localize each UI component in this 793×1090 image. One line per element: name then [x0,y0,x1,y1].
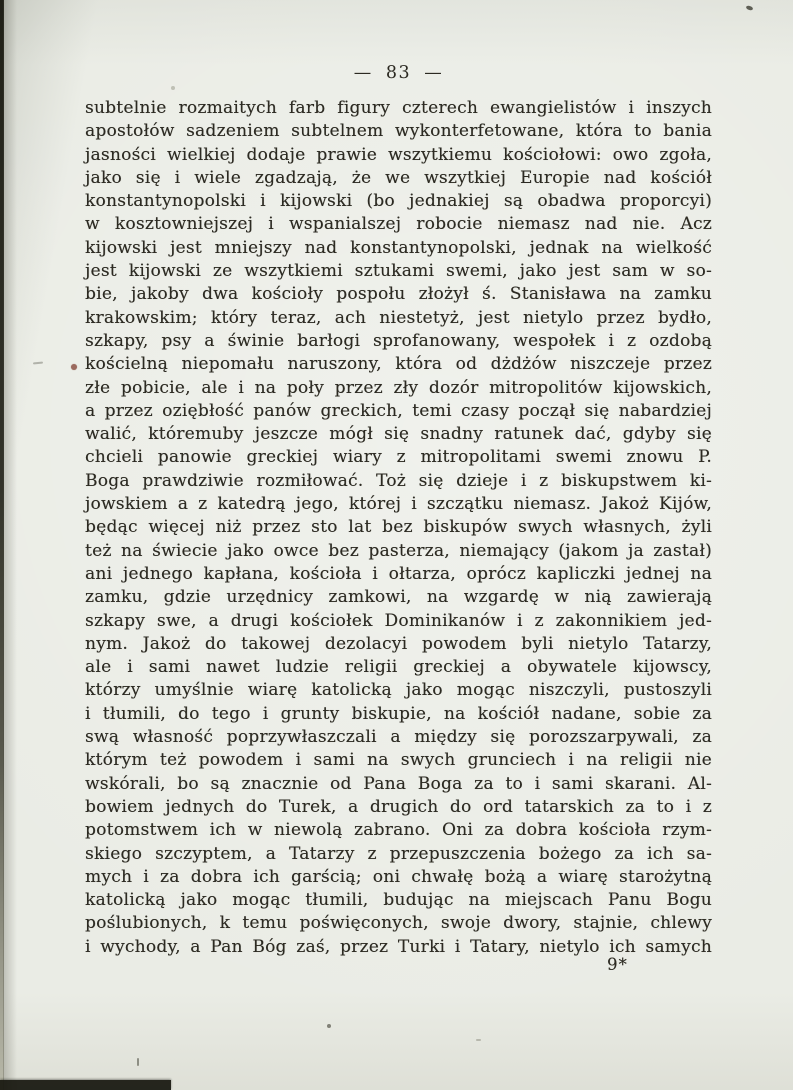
paper-speck [137,1058,139,1066]
text-line: kościelną niepomału naruszony, która od dżdżów niszczeje przez [85,354,712,375]
text-line: chcieli panowie greckiej wiary z mitropolitami swemi znowu P. [85,447,712,468]
text-line: jasności wielkiej dodaje prawie wszytkiemu kościołowi: owo zgoła, [85,144,712,165]
scan-edge-left-shadow [3,0,17,1090]
paper-speck [746,5,754,11]
text-line: nym. Jakoż do takowej dezolacyi powodem byli nietylo Tatarzy, [85,633,712,654]
text-line: będąc więcej niż przez sto lat bez biskupów swych własnych, żyli [85,517,712,538]
text-line: w kosztowniejszej i wspanialszej robocie niemasz nad nie. Acz [85,214,712,235]
text-line: też na świecie jako owce bez pasterza, niemający (jakom ja zastał) [85,540,712,561]
text-line: kijowski jest mniejszy nad konstantynopolski, jednak na wielkość [85,237,712,258]
text-line: mych i za dobra ich garścią; oni chwałę bożą a wiarę starożytną [85,866,712,887]
text-line: złe pobicie, ale i na poły przez zły dozór mitropolitów kijowskich, [85,377,712,398]
text-line: ani jednego kapłana, kościoła i ołtarza, oprócz kapliczki jednej na [85,563,712,584]
margin-dot-mark [71,364,77,370]
text-line: którzy umyślnie wiarę katolicką jako mogąc niszczyli, pustoszyli [85,680,712,701]
text-line: jako się i wiele zgadzają, że we wszytkiej Europie nad kościół [85,167,712,188]
text-line: wskórali, bo są znacznie od Pana Boga za to i sami skarani. Al- [85,773,712,794]
text-line: szkapy, psy a świnie barłogi sprofanowany, wespołek i z ozdobą [85,330,712,351]
text-line: krakowskim; który teraz, ach niestetyż, jest nietylo przez bydło, [85,307,712,328]
text-line: apostołów sadzeniem subtelnem wykonterfetowane, która to bania [85,121,712,142]
text-line: subtelnie rozmaitych farb figury czterech ewangielistów i inszych [85,98,712,118]
text-line: bowiem jednych do Turek, a drugich do ord tatarskich za to i z [85,796,712,817]
page-text [85,97,712,959]
text-line: zamku, gdzie urzędnicy zamkowi, na wzgardę w nią zawierają [85,587,712,608]
scan-edge-bottom [0,1080,171,1090]
margin-dash-mark [33,361,43,364]
text-line: a przez oziębłość panów greckich, temi czasy począł się nabardziej [85,400,712,421]
text-line: katolicką jako mogąc tłumili, budując na miejscach Panu Bogu [85,890,712,911]
text-line: i tłumili, do tego i grunty biskupie, na kościół nadane, sobie za [85,703,712,724]
text-line: którym też powodem i sami na swych grunciech i na religii nie [85,750,712,771]
text-line: skiego szczyptem, a Tatarzy z przepuszczenia bożego za ich sa- [85,843,712,864]
text-line: swą własność poprzywłaszczali a między się porozszarpywali, za [85,727,712,748]
paper-speck [171,86,175,90]
text-line: bie, jakoby dwa kościoły pospołu złożył ś. Stanisława na zamku [85,284,712,305]
paper-speck [327,1024,331,1028]
text-line: i wychody, a Pan Bóg zaś, przez Turki i Tatary, nietylo ich samych [85,936,712,957]
text-line: walić, któremuby jeszcze mógł się snadny ratunek dać, gdyby się [85,424,712,445]
text-line: potomstwem ich w niewolą zabrano. Oni za dobra kościoła rzym- [85,820,712,841]
text-line: Boga prawdziwie rozmiłować. Toż się dzieje i z biskupstwem ki- [85,470,712,491]
text-line: ale i sami nawet ludzie religii greckiej a obywatele kijowscy, [85,657,712,678]
page-number: — 83 — [353,63,444,83]
text-line: jest kijowski ze wszytkiemi sztukami swemi, jako jest sam w so- [85,261,712,282]
text-line: konstantynopolski i kijowski (bo jednakiej są obadwa proporcyi) [85,191,712,212]
text-line: poślubionych, k temu poświęconych, swoje dwory, stajnie, chlewy [85,913,712,934]
text-line: jowskiem a z katedrą jego, której i szczątku niemasz. Jakoż Kijów, [85,494,712,515]
signature-mark: 9* [607,955,628,974]
paper-speck [476,1039,481,1041]
text-line: szkapy swe, a drugi kościołek Dominikanów i z zakonnikiem jed- [85,610,712,631]
